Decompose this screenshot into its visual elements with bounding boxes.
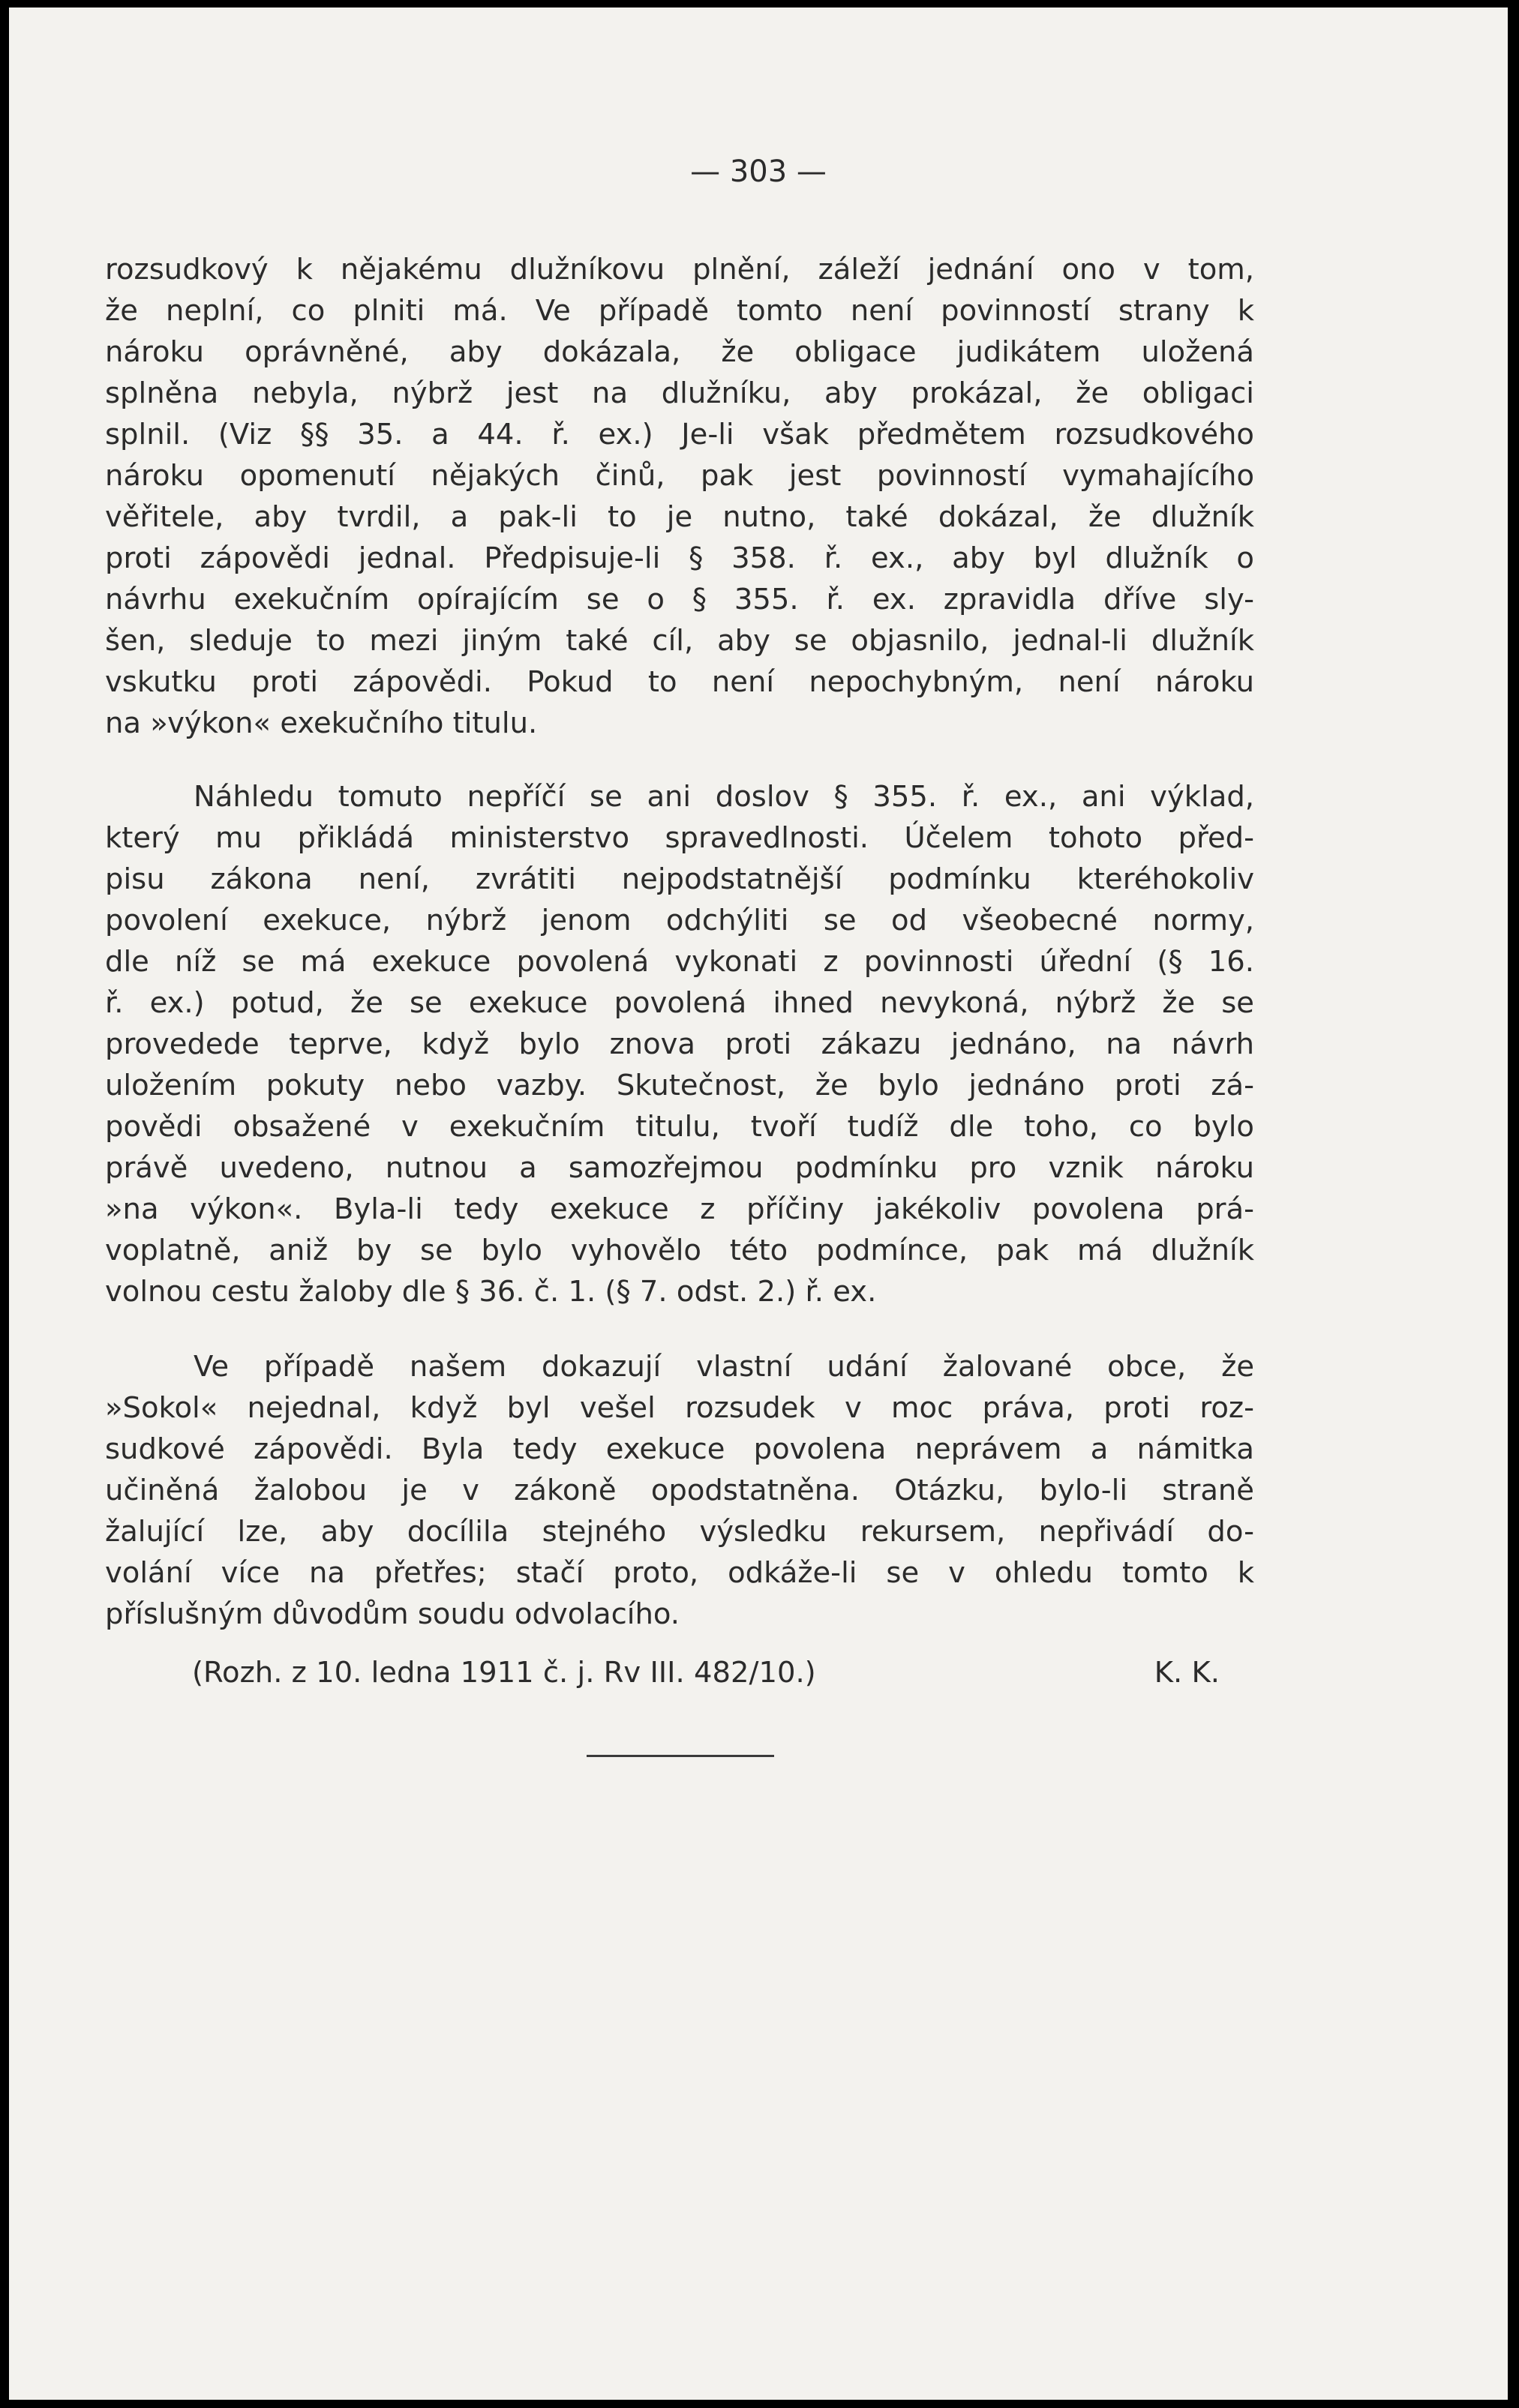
text-line: šen, sleduje to mezi jiným také cíl, aby se objasnilo, jednal-li dlužník <box>105 624 1254 658</box>
text-line: učiněná žalobou je v zákoně opodstatněna. Otázku, bylo-li straně <box>105 1474 1254 1507</box>
text-line: volání více na přetřes; stačí proto, odkáže-li se v ohledu tomto k <box>105 1556 1254 1590</box>
text-line: voplatně, aniž by se bylo vyhovělo této podmínce, pak má dlužník <box>105 1234 1254 1267</box>
text-line: splněna nebyla, nýbrž jest na dlužníku, aby prokázal, že obligaci <box>105 376 1254 410</box>
text-line: na »výkon« exekučního titulu. <box>105 706 538 740</box>
paragraph-3 <box>105 1346 1254 1635</box>
text-line: že neplní, co plniti má. Ve případě tomto není povinností strany k <box>105 294 1254 328</box>
text-line: proti zápovědi jednal. Předpisuje-li § 358. ř. ex., aby byl dlužník o <box>105 541 1254 575</box>
text-line: právě uvedeno, nutnou a samozřejmou podmínku pro vznik nároku <box>105 1151 1254 1185</box>
text-line: splnil. (Viz §§ 35. a 44. ř. ex.) Je-li však předmětem rozsudkového <box>105 418 1254 451</box>
page-number: — 303 — <box>690 154 827 189</box>
text-line: pisu zákona není, zvrátiti nejpodstatnější podmínku kteréhokoliv <box>105 862 1254 896</box>
document-page <box>9 7 1508 2400</box>
text-line: povědi obsažené v exekučním titulu, tvoří tudíž dle toho, co bylo <box>105 1110 1254 1144</box>
text-line: věřitele, aby tvrdil, a pak-li to je nutno, také dokázal, že dlužník <box>105 500 1254 534</box>
text-line: žalující lze, aby docílila stejného výsledku rekursem, nepřivádí do- <box>105 1515 1254 1549</box>
text-line: »na výkon«. Byla-li tedy exekuce z příčiny jakékoliv povolena prá- <box>105 1192 1254 1226</box>
text-line: volnou cestu žaloby dle § 36. č. 1. (§ 7. odst. 2.) ř. ex. <box>105 1275 877 1309</box>
case-citation <box>192 1656 1220 1690</box>
text-line: který mu přikládá ministerstvo spravedlnosti. Účelem tohoto před- <box>105 821 1254 855</box>
text-line: příslušným důvodům soudu odvolacího. <box>105 1597 680 1631</box>
text-line: Náhledu tomuto nepříčí se ani doslov § 355. ř. ex., ani výklad, <box>194 780 1254 814</box>
text-line: »Sokol« nejednal, když byl vešel rozsudek v moc práva, proti roz- <box>105 1391 1254 1425</box>
text-line: nároku oprávněné, aby dokázala, že obligace judikátem uložená <box>105 335 1254 369</box>
text-line: sudkové zápovědi. Byla tedy exekuce povolena neprávem a námitka <box>105 1432 1254 1466</box>
text-line: ř. ex.) potud, že se exekuce povolená ihned nevykoná, nýbrž že se <box>105 986 1254 1020</box>
citation-initials: K. K. <box>1154 1656 1220 1690</box>
text-line: provedede teprve, když bylo znova proti zákazu jednáno, na návrh <box>105 1027 1254 1061</box>
text-line: uložením pokuty nebo vazby. Skutečnost, že bylo jednáno proti zá- <box>105 1069 1254 1102</box>
text-line: vskutku proti zápovědi. Pokud to není nepochybným, není nároku <box>105 665 1254 699</box>
text-line: rozsudkový k nějakému dlužníkovu plnění, záleží jednání ono v tom, <box>105 253 1254 286</box>
text-line: dle níž se má exekuce povolená vykonati z povinnosti úřední (§ 16. <box>105 945 1254 979</box>
paragraph-2 <box>105 776 1254 1312</box>
section-divider <box>587 1755 774 1757</box>
text-line: Ve případě našem dokazují vlastní udání žalované obce, že <box>194 1350 1254 1384</box>
text-line: povolení exekuce, nýbrž jenom odchýliti se od všeobecné normy, <box>105 904 1254 937</box>
text-line: nároku opomenutí nějakých činů, pak jest povinností vymahajícího <box>105 459 1254 493</box>
text-line: návrhu exekučním opírajícím se o § 355. ř. ex. zpravidla dříve sly- <box>105 583 1254 616</box>
paragraph-1 <box>105 249 1254 744</box>
citation-reference: (Rozh. z 10. ledna 1911 č. j. Rv III. 482/10.) <box>192 1656 816 1690</box>
